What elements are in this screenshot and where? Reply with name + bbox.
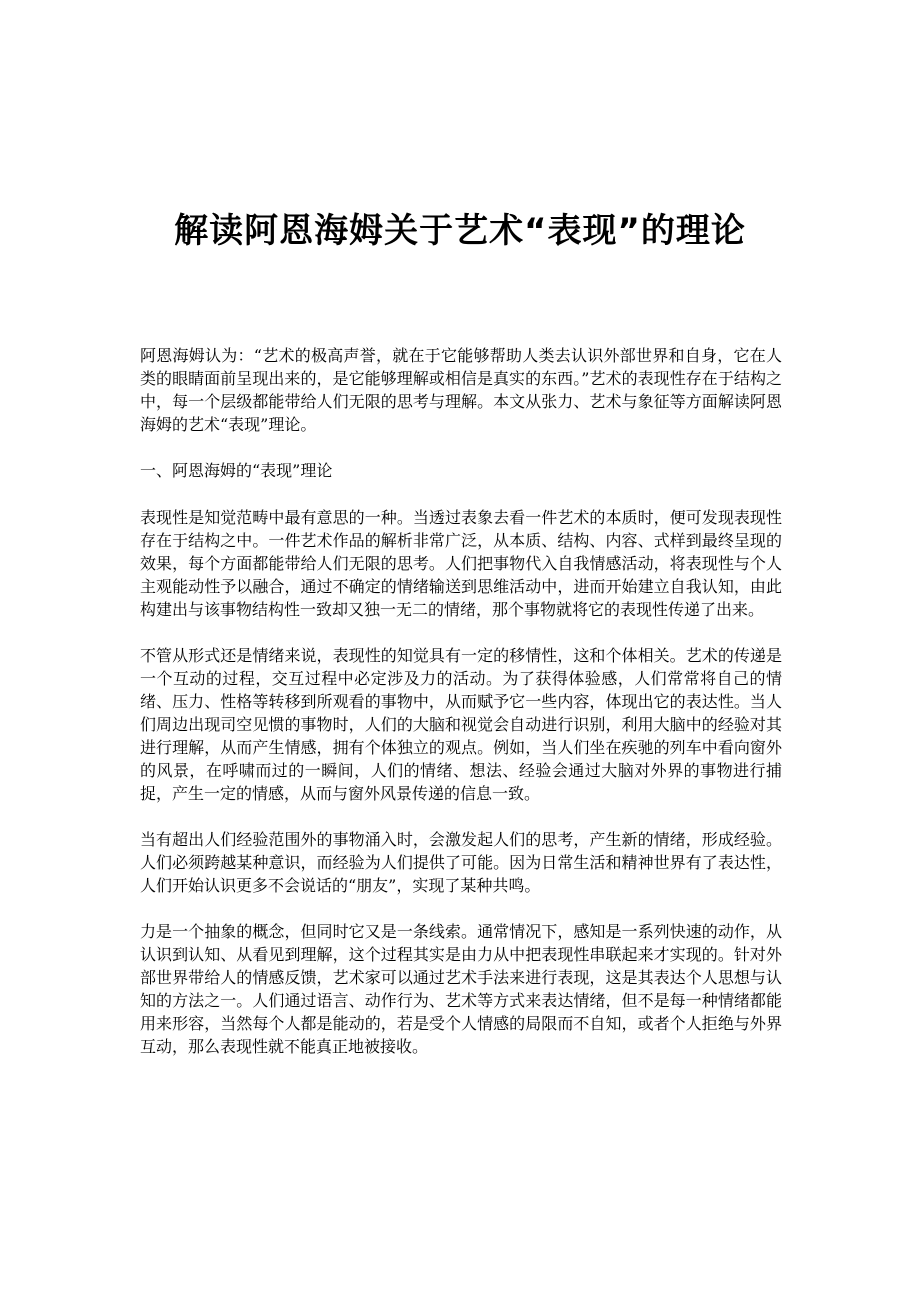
intro-paragraph: 阿恩海姆认为：“艺术的极高声誉，就在于它能够帮助人类去认识外部世界和自身，它在人类的眼睛面前呈现出来的，是它能够理解或相信是真实的东西。”艺术的表现性存在于结构之中，每一个层级都能带给人们无限的思考与理解。本文从张力、艺术与象征等方面解读阿恩海姆的艺术“表现”理论。 [140, 346, 782, 434]
body-paragraph-3: 当有超出人们经验范围外的事物涌入时，会激发起人们的思考，产生新的情绪，形成经验。人们必须跨越某种意识，而经验为人们提供了可能。因为日常生活和精神世界有了表达性，人们开始认识更多不会说话的“朋友”，实现了某种共鸣。 [140, 830, 782, 895]
body-paragraph-2: 不管从形式还是情绪来说，表现性的知觉具有一定的移情性，这和个体相关。艺术的传递是一个互动的过程，交互过程中必定涉及力的活动。为了获得体验感，人们常常将自己的情绪、压力、性格等转移到所观看的事物中，从而赋予它一些内容，体现出它的表达性。当人们周边出现司空见惯的事物时，人们的大脑和视觉会自动进行识别，利用大脑中的经验对其进行理解，从而产生情感，拥有个体独立的观点。例如，当人们坐在疾驰的列车中看向窗外的风景，在呼啸而过的一瞬间，人们的情绪、想法、经验会通过大脑对外界的事物进行捕捉，产生一定的情感，从而与窗外风景传递的信息一致。 [140, 646, 782, 803]
document-body [140, 344, 782, 1081]
body-paragraph-4: 力是一个抽象的概念，但同时它又是一条线索。通常情况下，感知是一系列快速的动作，从认识到认知、从看见到理解，这个过程其实是由力从中把表现性串联起来才实现的。针对外部世界带给人的情感反馈，艺术家可以通过艺术手法来进行表现，这是其表达个人思想与认知的方法之一。人们通过语言、动作行为、艺术等方式来表达情绪，但不是每一种情绪都能用来形容，当然每个人都是能动的，若是受个人情感的局限而不自知，或者个人拒绝与外界互动，那么表现性就不能真正地被接收。 [140, 922, 782, 1056]
document-title: 解读阿恩海姆关于艺术“表现”的理论 [174, 210, 746, 251]
section-heading: 一、阿恩海姆的“表现”理论 [140, 461, 333, 480]
body-paragraph-1: 表现性是知觉范畴中最有意思的一种。当透过表象去看一件艺术的本质时，便可发现表现性存在于结构之中。一件艺术作品的解析非常广泛，从本质、结构、内容、式样到最终呈现的效果，每个方面都能带给人们无限的思考。人们把事物代入自我情感活动，将表现性与个人主观能动性予以融合，通过不确定的情绪输送到思维活动中，进而开始建立自我认知，由此构建出与该事物结构性一致却又独一无二的情绪，那个事物就将它的表现性传递了出来。 [140, 508, 782, 619]
